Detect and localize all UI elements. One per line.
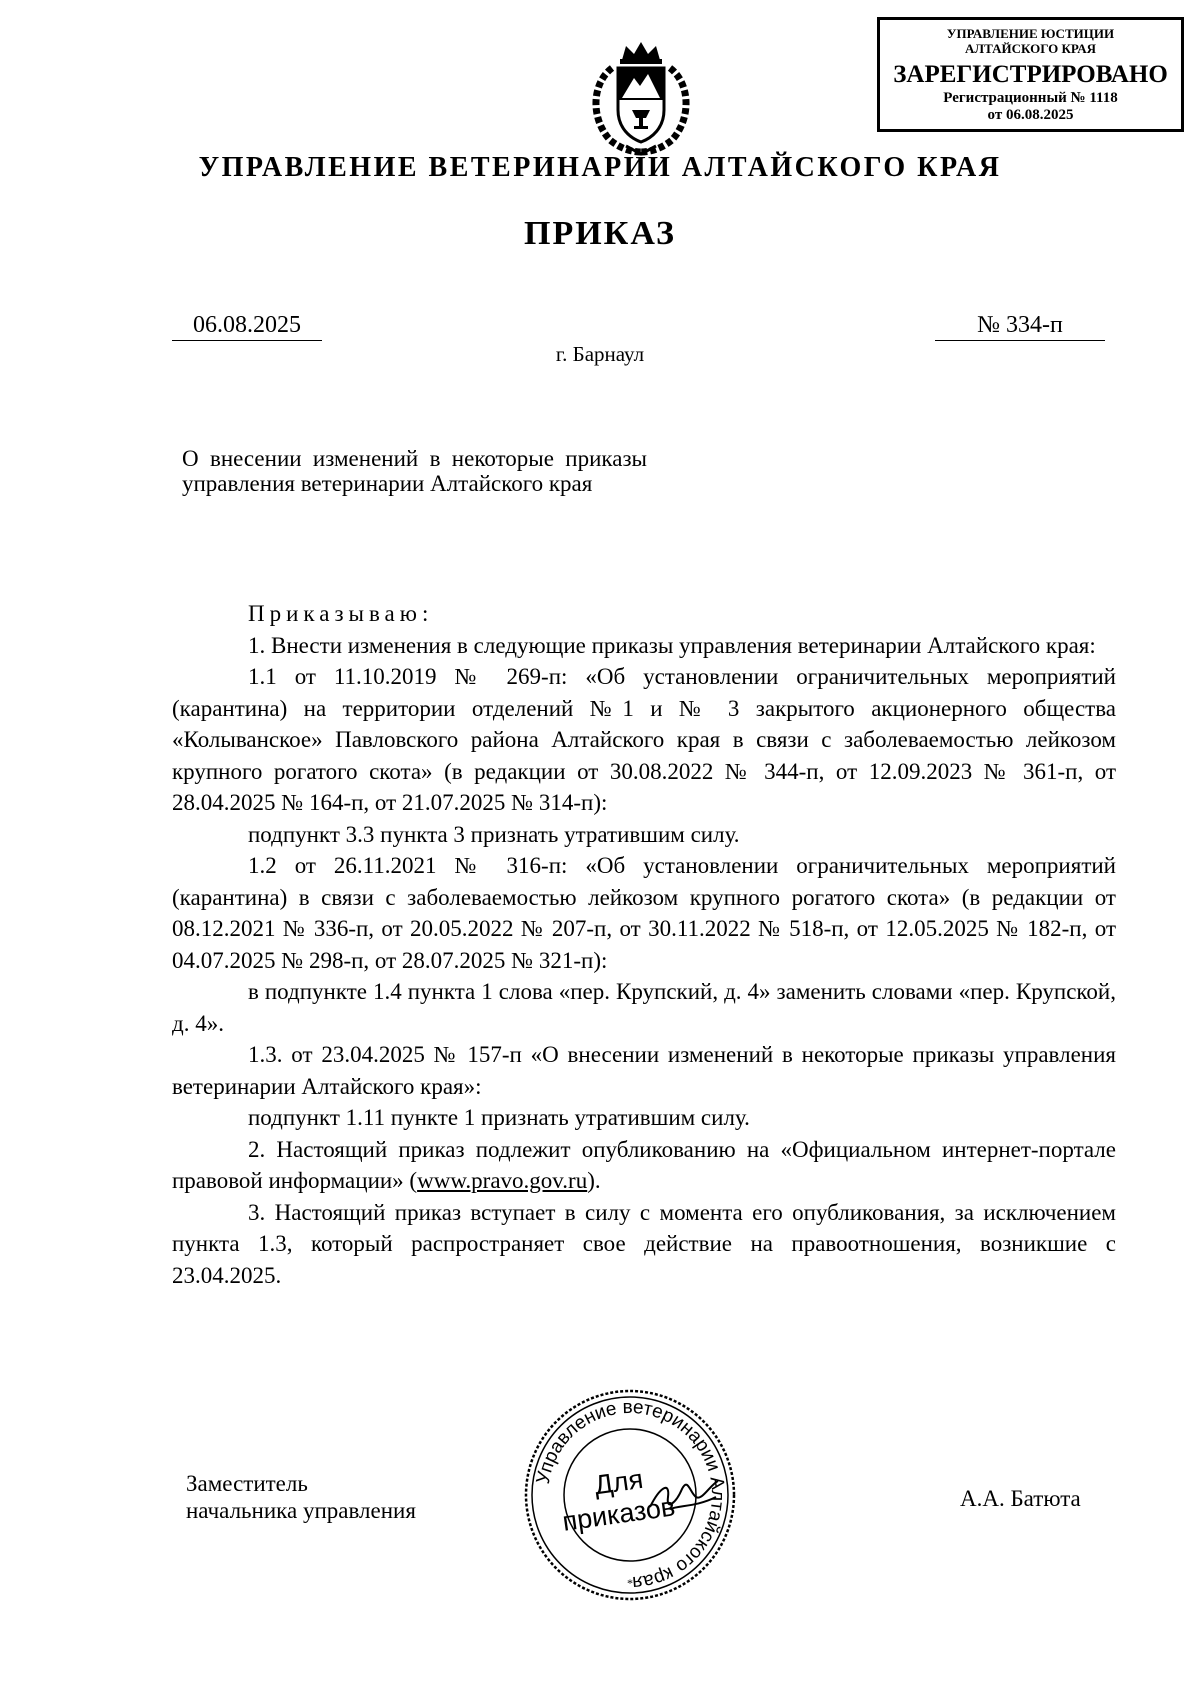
paragraph-2 (172, 1134, 1116, 1197)
official-seal (520, 1385, 740, 1605)
seal-ring-text: Управление ветеринарии Алтайского края (532, 1396, 729, 1594)
signatory-position-line1: Заместитель (186, 1471, 308, 1496)
paragraph-3: 3. Настоящий приказ вступает в силу с момента его опубликования, за исключением пункта 1.3, который распространяет свое действие на правоотношения, возникшие с 23.04.2025. (172, 1199, 1116, 1288)
seal-center-line1: Для (592, 1463, 645, 1501)
registration-stamp (877, 17, 1184, 132)
paragraph-1-1-action: подпункт 3.3 пункта 3 признать утратившим силу. (248, 821, 740, 847)
paragraph-1-2: 1.2 от 26.11.2021 № 316-п: «Об установлении ограничительных мероприятий (карантина) в связи с заболеваемостью лейкозом крупного рогатого скота» (в редакции от 08.12.2021 № 336-п, от 20.05.2022 № 207-п, от 30.11.2022 № 518-п, от 12.05.2025 № 182-п, от 04.07.2025 № 298-п, от 28.07.2025 № 321-п): (172, 853, 1116, 973)
registration-stamp-dept: УПРАВЛЕНИЕ ЮСТИЦИИ АЛТАЙСКОГО КРАЯ (946, 26, 1115, 56)
document-city: г. Барнаул (555, 342, 645, 366)
document-date: 06.08.2025 (172, 310, 322, 341)
seal-center-line2: приказов (560, 1491, 677, 1537)
opening-paragraph: Приказываю: (248, 601, 434, 626)
paragraph-1-2-action: в подпункте 1.4 пункта 1 слова «пер. Крупский, д. 4» заменить словами «пер. Крупской, д. 4». (172, 979, 1116, 1036)
document-type: ПРИКАЗ (524, 215, 676, 252)
registration-stamp-number: Регистрационный № 1118 (943, 90, 1118, 106)
document-number: № 334-п (935, 310, 1105, 341)
coat-of-arms-icon (582, 38, 700, 158)
paragraph-1-3-action: подпункт 1.11 пункте 1 признать утратившим силу. (248, 1105, 750, 1130)
registration-stamp-date: от 06.08.2025 (987, 107, 1074, 123)
signatory-position (186, 1470, 416, 1524)
paragraph-1: 1. Внести изменения в следующие приказы управления ветеринарии Алтайского края: (248, 632, 1096, 658)
signatory-name: А.А. Батюта (960, 1486, 1081, 1511)
paragraph-1-1: 1.1 от 11.10.2019 № 269-п: «Об установлении ограничительных мероприятий (карантина) на территории отделений №1 и № 3 закрытого акционерного общества «Колыванское» Павловского района Алтайского края в связи с заболеваемостью лейкозом крупного рогатого скота» (в редакции от 30.08.2022 № 344-п, от 12.09.2023 № 361-п, от 28.04.2025 № 164-п, от 21.07.2025 № 314-п): (172, 664, 1116, 815)
paragraph-2-suffix: ). (587, 1168, 601, 1193)
organization-name: УПРАВЛЕНИЕ ВЕТЕРИНАРИИ АЛТАЙСКОГО КРАЯ (198, 152, 1002, 183)
paragraph-1-3: 1.3. от 23.04.2025 № 157-п «О внесении изменений в некоторые приказы управления ветеринарии Алтайского края»: (172, 1042, 1116, 1099)
paragraph-2-text: 2. Настоящий приказ подлежит опубликованию на «Официальном интернет-портале правовой информации» ( (172, 1136, 1116, 1193)
registration-stamp-title: ЗАРЕГИСТРИРОВАНО (893, 61, 1168, 88)
seal-star-icon: * (627, 1576, 633, 1590)
document-subject: О внесении изменений в некоторые приказы управления ветеринарии Алтайского края (182, 446, 647, 496)
pravo-gov-link[interactable]: www.pravo.gov.ru (417, 1168, 588, 1193)
document-body (172, 598, 1116, 1291)
signatory-position-line2: начальника управления (186, 1498, 416, 1523)
